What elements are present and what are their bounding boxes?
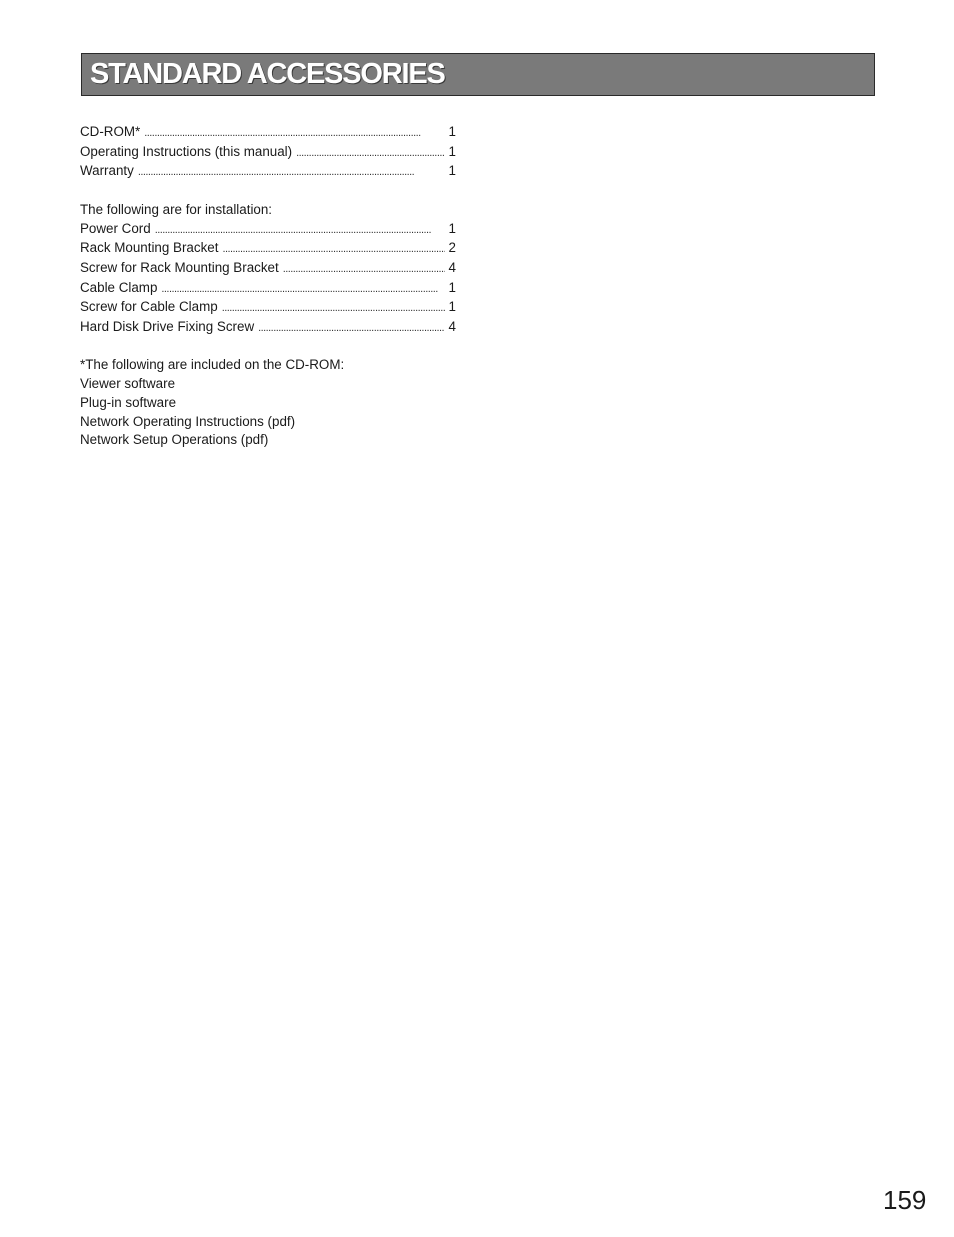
item-quantity: 1 [448,143,456,159]
dot-leader [144,123,444,143]
installation-intro: The following are for installation: [80,201,273,217]
page-title: STANDARD ACCESSORIES [90,58,445,90]
list-item [80,298,456,318]
cdrom-item: Network Setup Operations (pdf) [80,432,269,448]
dot-leader [222,239,444,259]
dot-leader [258,318,444,338]
item-label: Hard Disk Drive Fixing Screw [80,319,255,335]
dot-leader [138,162,445,182]
item-quantity: 1 [448,299,456,315]
dot-leader [161,279,444,299]
list-item [80,239,456,259]
item-quantity: 1 [448,220,456,236]
dot-leader [222,298,445,318]
item-quantity: 1 [448,163,456,179]
spacer [80,182,460,201]
list-item [80,143,456,163]
list-item [80,318,456,338]
item-label: Screw for Cable Clamp [80,299,218,315]
dot-leader [155,220,445,240]
item-label: Rack Mounting Bracket [80,240,219,256]
item-label: Screw for Rack Mounting Bracket [80,259,279,275]
list-item [80,123,456,143]
item-label: Cable Clamp [80,279,158,295]
list-item [80,259,456,279]
page-number: 159 [883,1185,927,1215]
cdrom-note: *The following are included on the CD-ROM: [80,357,345,373]
item-quantity: 2 [448,240,456,256]
spacer [80,338,460,357]
item-label: CD-ROM* [80,124,141,139]
accessories-list [80,123,460,450]
list-item [80,279,456,299]
list-item [80,162,456,182]
section-title-bar [81,53,875,96]
item-label: Operating Instructions (this manual) [80,143,293,159]
cdrom-item: Network Operating Instructions (pdf) [80,413,296,429]
item-quantity: 4 [448,319,456,335]
dot-leader [296,143,444,163]
item-label: Warranty [80,163,134,179]
cdrom-item: Viewer software [80,376,176,392]
list-item [80,220,456,240]
cdrom-item: Plug-in software [80,394,177,410]
item-quantity: 1 [448,124,456,139]
item-quantity: 1 [448,279,456,295]
dot-leader [283,259,445,279]
item-label: Power Cord [80,220,151,236]
item-quantity: 4 [448,259,456,275]
